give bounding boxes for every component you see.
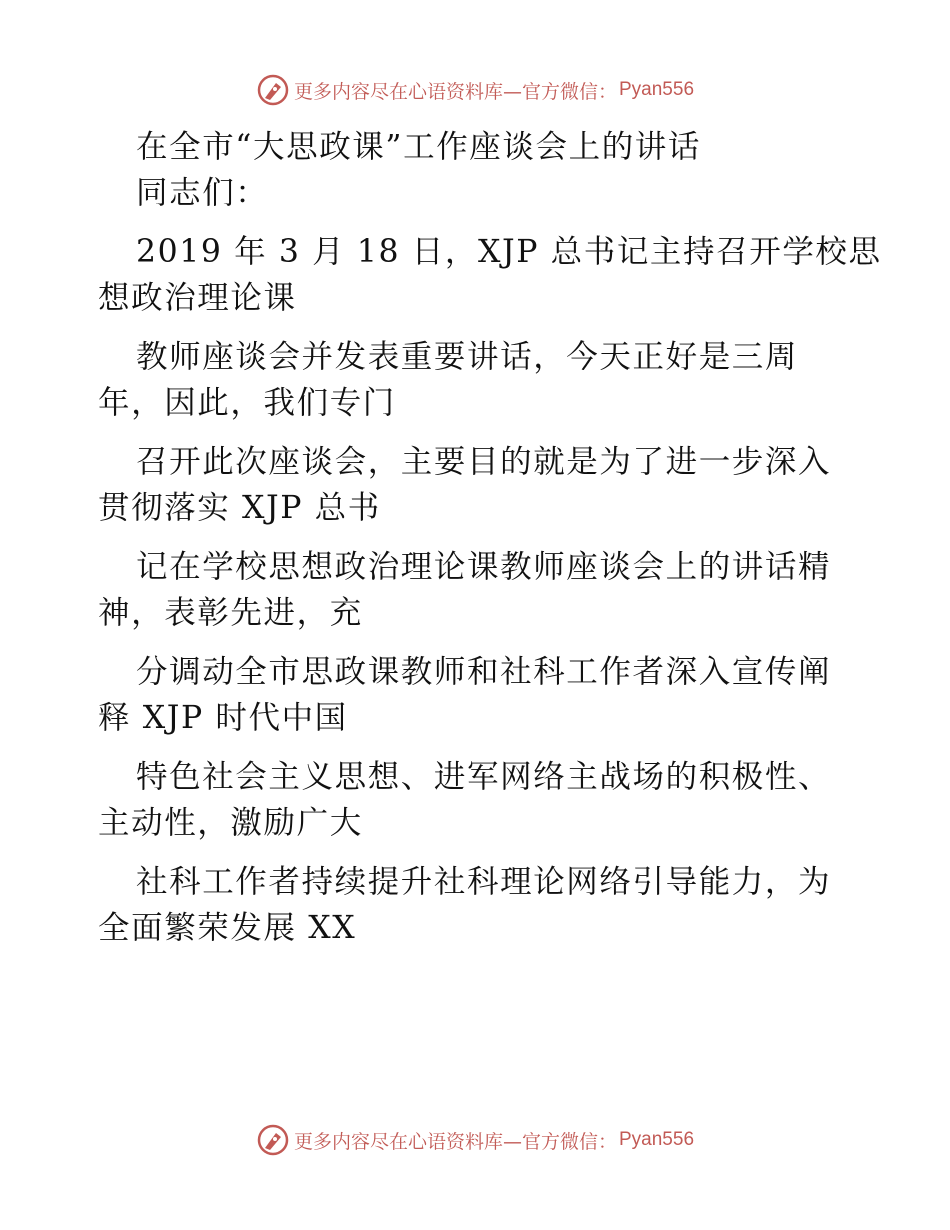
paragraph-line: 主动性，激励广大	[98, 805, 363, 841]
paragraph-line: 召开此次座谈会，主要目的就是为了进一步深入	[136, 444, 832, 480]
watermark-text: 更多内容尽在心语资料库—官方微信：	[293, 1130, 617, 1153]
pen-nib-logo-icon	[256, 1123, 290, 1157]
paragraph-line: 全面繁荣发展 XX	[98, 910, 357, 946]
watermark-handle: Pyan556	[619, 1129, 695, 1150]
paragraph-line: 神，表彰先进，充	[98, 595, 363, 631]
watermark-text: 更多内容尽在心语资料库—官方微信：	[293, 80, 617, 103]
paragraph-line: 分调动全市思政课教师和社科工作者深入宣传阐	[136, 654, 832, 690]
paragraph-line: 记在学校思想政治理论课教师座谈会上的讲话精	[136, 549, 832, 585]
paragraph-line: 年，因此，我们专门	[98, 385, 396, 421]
paragraph-line: 2019 年 3 月 18 日，XJP 总书记主持召开学校思	[136, 234, 882, 270]
paragraph-line: 贯彻落实 XJP 总书	[98, 490, 381, 526]
paragraph-line: 教师座谈会并发表重要讲话，今天正好是三周	[136, 339, 799, 375]
salutation: 同志们：	[136, 175, 269, 211]
paragraph-line: 想政治理论课	[98, 280, 297, 316]
header-watermark	[0, 72, 950, 108]
watermark-handle: Pyan556	[619, 79, 695, 100]
paragraph-line: 特色社会主义思想、进军网络主战场的积极性、	[136, 759, 832, 795]
document-title: 在全市“大思政课”工作座谈会上的讲话	[136, 129, 702, 165]
paragraph-line: 社科工作者持续提升社科理论网络引导能力，为	[136, 864, 832, 900]
document-body	[98, 124, 882, 951]
paragraph-line: 释 XJP 时代中国	[98, 700, 348, 736]
footer-watermark	[0, 1122, 950, 1158]
pen-nib-logo-icon	[256, 73, 290, 107]
